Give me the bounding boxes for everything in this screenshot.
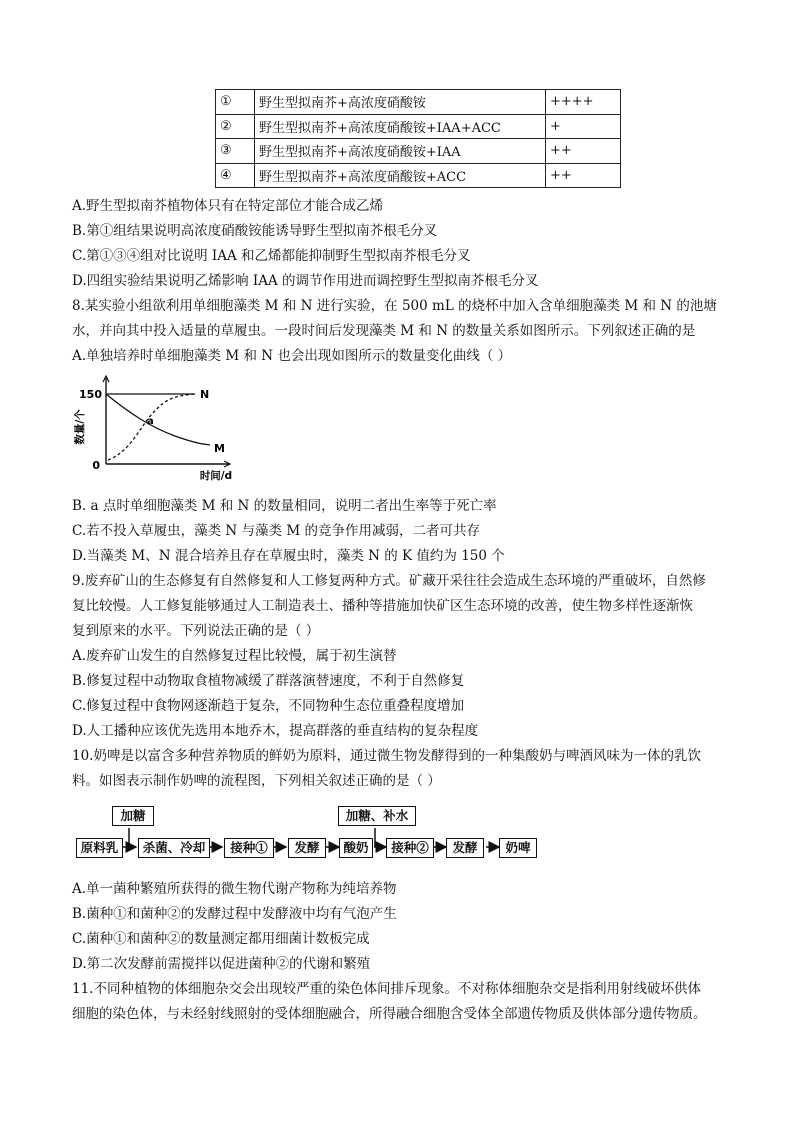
flow-input-sugar: 加糖 [112, 806, 154, 826]
population-chart [70, 372, 250, 487]
q7-option-c: C.第①③④组对比说明 IAA 和乙烯都能抑制野生型拟南芥根毛分叉 [72, 248, 471, 264]
row-number: ③ [216, 139, 255, 164]
y-tick-label: 0 [92, 459, 100, 472]
q8-option-c: C.若不投入草履虫，藻类 N 与藻类 M 的竞争作用减弱，二者可共存 [72, 523, 480, 539]
table-row [216, 139, 621, 164]
q8-option-d: D.当藻类 M、N 混合培养且存在草履虫时，藻类 N 的 K 值约为 150 个 [72, 548, 505, 564]
table-row [216, 114, 621, 139]
flow-step: 原料乳 [76, 838, 123, 858]
row-number: ② [216, 114, 255, 139]
row-treatment: 野生型拟南芥+高浓度硝酸铵+IAA [255, 139, 546, 164]
q8-option-a: A.单独培养时单细胞藻类 M 和 N 也会出现如图所示的数量变化曲线（ ） [72, 348, 512, 364]
flow-input-sugar-water: 加糖、补水 [338, 806, 416, 826]
y-tick-label: 150 [79, 388, 102, 401]
q9-stem-line1: 9.废弃矿山的生态修复有自然修复和人工修复两种方式。矿藏开采往往会造成生态环境的严重破坏，自然修 [72, 573, 706, 589]
row-number: ① [216, 90, 255, 115]
flow-step: 杀菌、冷却 [138, 838, 210, 858]
table-row [216, 90, 621, 115]
q10-option-c: C.菌种①和菌种②的数量测定都用细菌计数板完成 [72, 931, 370, 947]
row-result: + [546, 114, 621, 139]
row-treatment: 野生型拟南芥+高浓度硝酸铵+IAA+ACC [255, 114, 546, 139]
table-row [216, 163, 621, 188]
q8-stem-line2: 水，并向其中投入适量的草履虫。一段时间后发现藻类 M 和 N 的数量关系如图所示。下列叙述正确的是 [72, 323, 696, 339]
row-result: ++ [546, 139, 621, 164]
row-treatment: 野生型拟南芥+高浓度硝酸铵+ACC [255, 163, 546, 188]
experiment-table [215, 89, 621, 188]
row-treatment: 野生型拟南芥+高浓度硝酸铵 [255, 90, 546, 115]
q10-option-b: B.菌种①和菌种②的发酵过程中发酵液中均有气泡产生 [72, 906, 397, 922]
q10-option-a: A.单一菌种繁殖所获得的微生物代谢产物称为纯培养物 [72, 881, 397, 897]
q9-option-a: A.废弃矿山发生的自然修复过程比较慢，属于初生演替 [72, 648, 397, 664]
q7-option-a: A.野生型拟南芥植物体只有在特定部位才能合成乙烯 [72, 198, 384, 214]
y-axis-label: 数量/个 [74, 409, 86, 445]
x-axis-label: 时间/d [199, 470, 233, 482]
row-number: ④ [216, 163, 255, 188]
annotation-a: a [147, 416, 154, 427]
flow-step: 接种② [386, 838, 434, 858]
q11-stem-line2: 细胞的染色体，与未经射线照射的受体细胞融合，所得融合细胞含受体全部遗传物质及供体部分遗传物质。 [72, 1006, 707, 1022]
q9-option-c: C.修复过程中食物网逐渐趋于复杂，不同物种生态位重叠程度增加 [72, 698, 465, 714]
q11-stem-line1: 11.不同种植物的体细胞杂交会出现较严重的染色体间排斥现象。不对称体细胞杂交是指利用射线破坏供体 [72, 981, 701, 997]
q9-stem-line3: 复到原来的水平。下列说法正确的是（ ） [72, 623, 320, 639]
q9-stem-line2: 复比较慢。人工修复能够通过人工制造表土、播种等措施加快矿区生态环境的改善，使生物多样性逐渐恢 [72, 598, 693, 614]
series-line-n [108, 394, 195, 460]
q9-option-b: B.修复过程中动物取食植物减缓了群落演替速度，不利于自然修复 [72, 673, 465, 689]
series-line-m [106, 394, 210, 445]
q10-stem-line1: 10.奶啤是以富含多种营养物质的鲜奶为原料，通过微生物发酵得到的一种集酸奶与啤酒风味为一体的乳饮 [72, 748, 701, 764]
row-result: ++ [546, 163, 621, 188]
flow-step: 发酵 [288, 838, 326, 858]
flow-step: 发酵 [446, 838, 484, 858]
row-result: ++++ [546, 90, 621, 115]
q7-option-d: D.四组实验结果说明乙烯影响 IAA 的调节作用进而调控野生型拟南芥根毛分叉 [72, 273, 539, 289]
series-label-n: N [200, 388, 210, 401]
q9-option-d: D.人工播种应该优先选用本地乔木，提高群落的垂直结构的复杂程度 [72, 723, 479, 739]
q8-stem-line1: 8.某实验小组欲利用单细胞藻类 M 和 N 进行实验，在 500 mL 的烧杯中加入含单细胞藻类 M 和 N 的池塘 [72, 298, 717, 314]
q8-option-b: B. a 点时单细胞藻类 M 和 N 的数量相同，说明二者出生率等于死亡率 [72, 498, 497, 514]
flow-step: 酸奶 [339, 838, 373, 858]
q10-option-d: D.第二次发酵前需搅拌以促进菌种②的代谢和繁殖 [72, 956, 371, 972]
q7-option-b: B.第①组结果说明高浓度硝酸铵能诱导野生型拟南芥根毛分叉 [72, 223, 438, 239]
flow-step: 接种① [224, 838, 274, 858]
q10-stem-line2: 料。如图表示制作奶啤的流程图，下列相关叙述正确的是（ ） [72, 773, 441, 789]
series-label-m: M [214, 442, 225, 455]
flow-step: 奶啤 [499, 838, 537, 858]
